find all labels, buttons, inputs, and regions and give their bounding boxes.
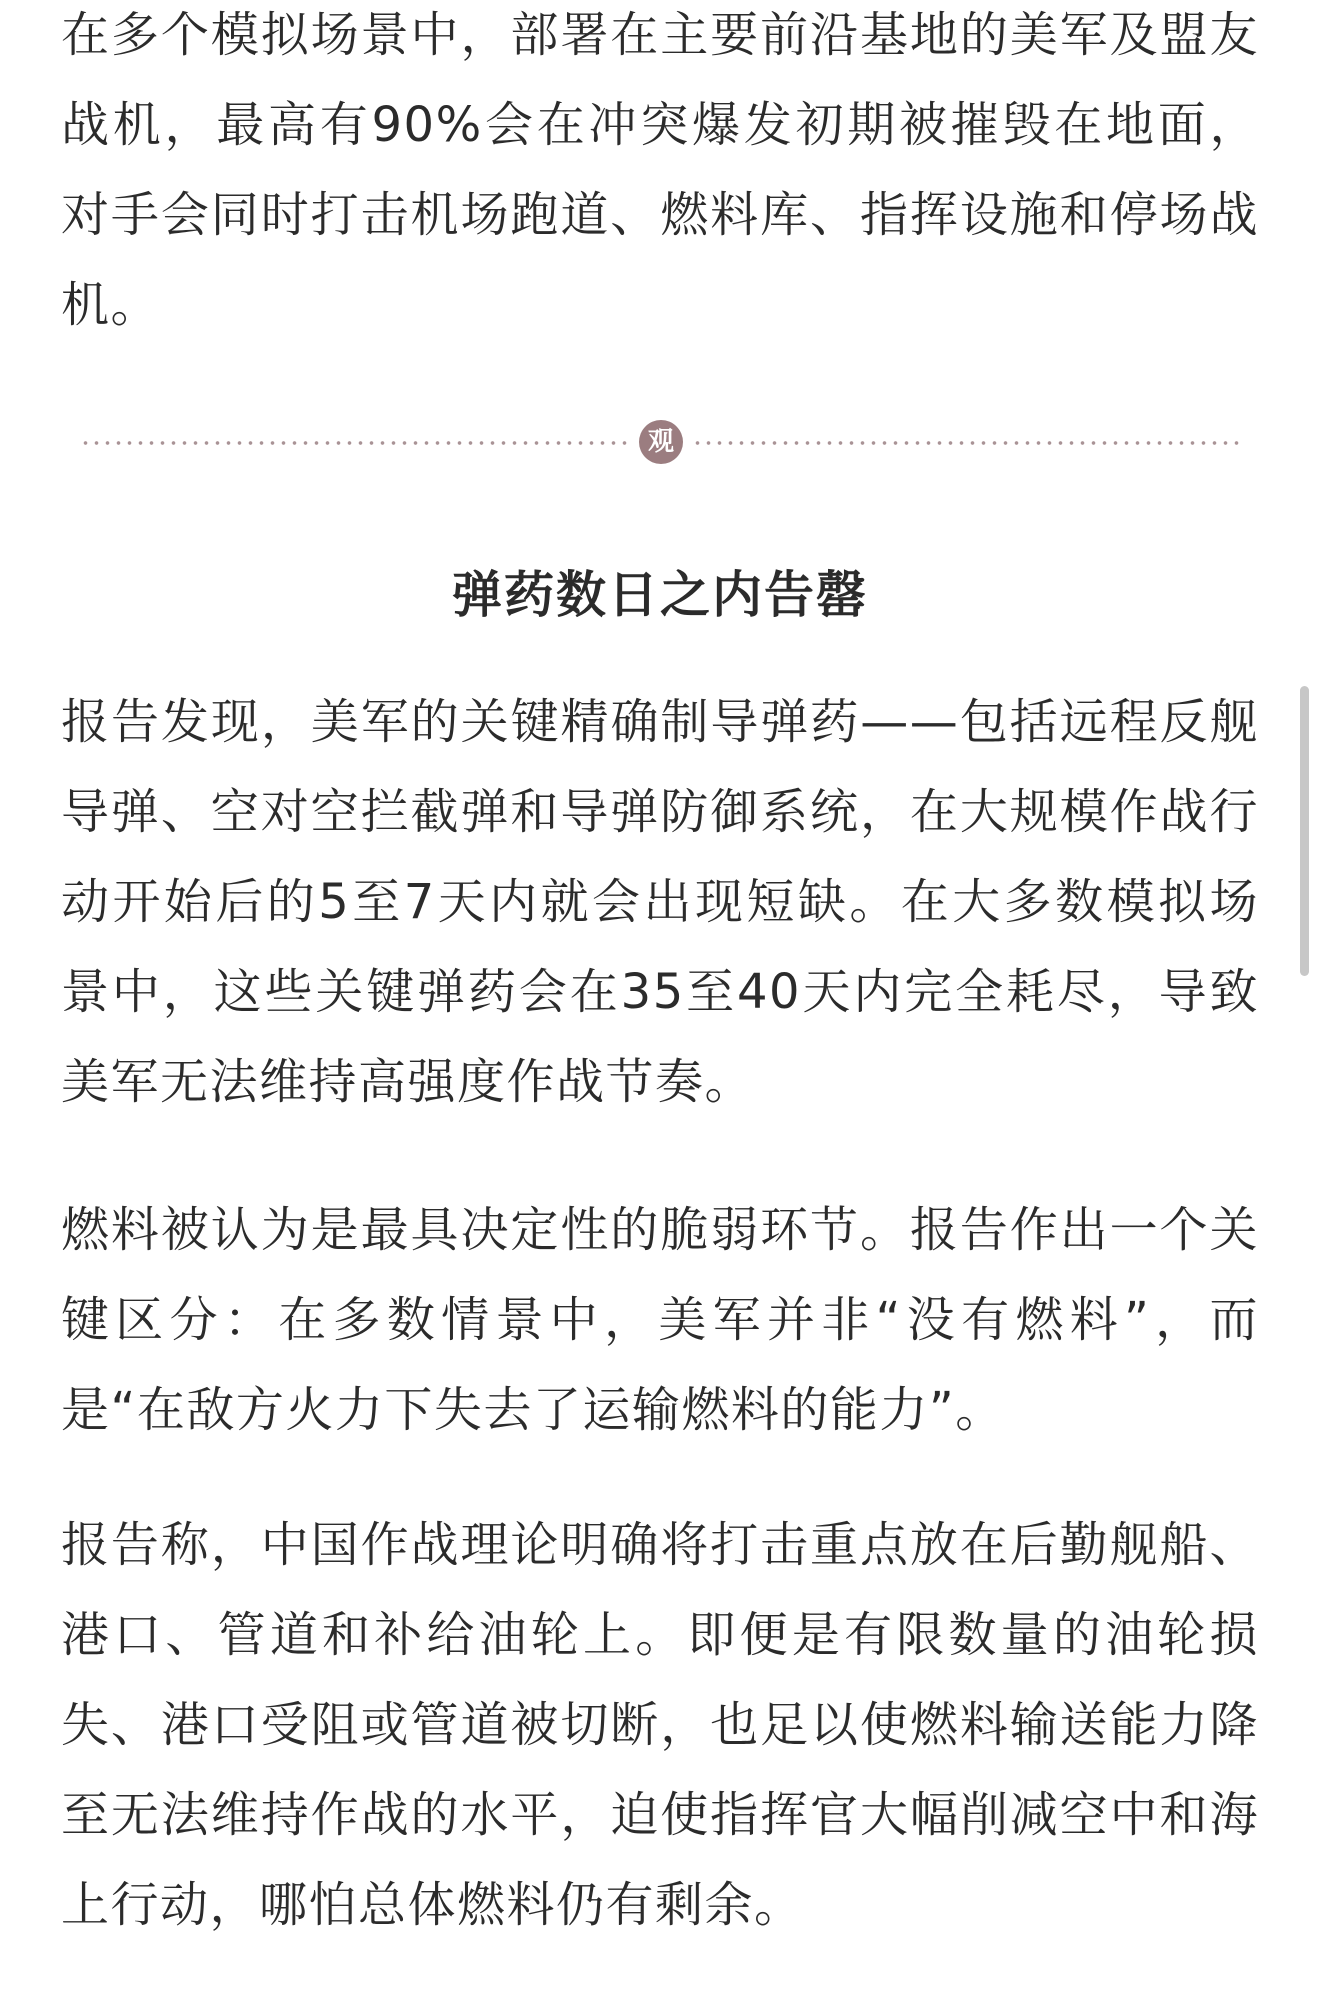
intro-paragraph: 在多个模拟场景中，部署在主要前沿基地的美军及盟友战机，最高有90%会在冲突爆发初期被摧毁在地面，对手会同时打击机场跑道、燃料库、指挥设施和停场战机。 [61, 7, 1259, 333]
divider-dots-right [692, 441, 1240, 445]
section-title: 弹药数日之内告罄 [452, 566, 868, 624]
section-divider [80, 420, 1240, 466]
divider-dots-left [80, 441, 628, 445]
guan-badge-icon: 观 [639, 420, 683, 464]
scrollbar-thumb[interactable] [1300, 686, 1309, 976]
paragraph-fuel: 燃料被认为是最具决定性的脆弱环节。报告作出一个关键区分：在多数情景中，美军并非“没有燃料”，而是“在敌方火力下失去了运输燃料的能力”。 [61, 1202, 1259, 1438]
paragraph-logistics: 报告称，中国作战理论明确将打击重点放在后勤舰船、港口、管道和补给油轮上。即便是有限数量的油轮损失、港口受阻或管道被切断，也足以使燃料输送能力降至无法维持作战的水平，迫使指挥官大幅削减空中和海上行动，哪怕总体燃料仍有剩余。 [61, 1517, 1259, 1933]
paragraph-munitions: 报告发现，美军的关键精确制导弹药——包括远程反舰导弹、空对空拦截弹和导弹防御系统，在大规模作战行动开始后的5至7天内就会出现短缺。在大多数模拟场景中，这些关键弹药会在35至40天内完全耗尽，导致美军无法维持高强度作战节奏。 [61, 694, 1259, 1110]
